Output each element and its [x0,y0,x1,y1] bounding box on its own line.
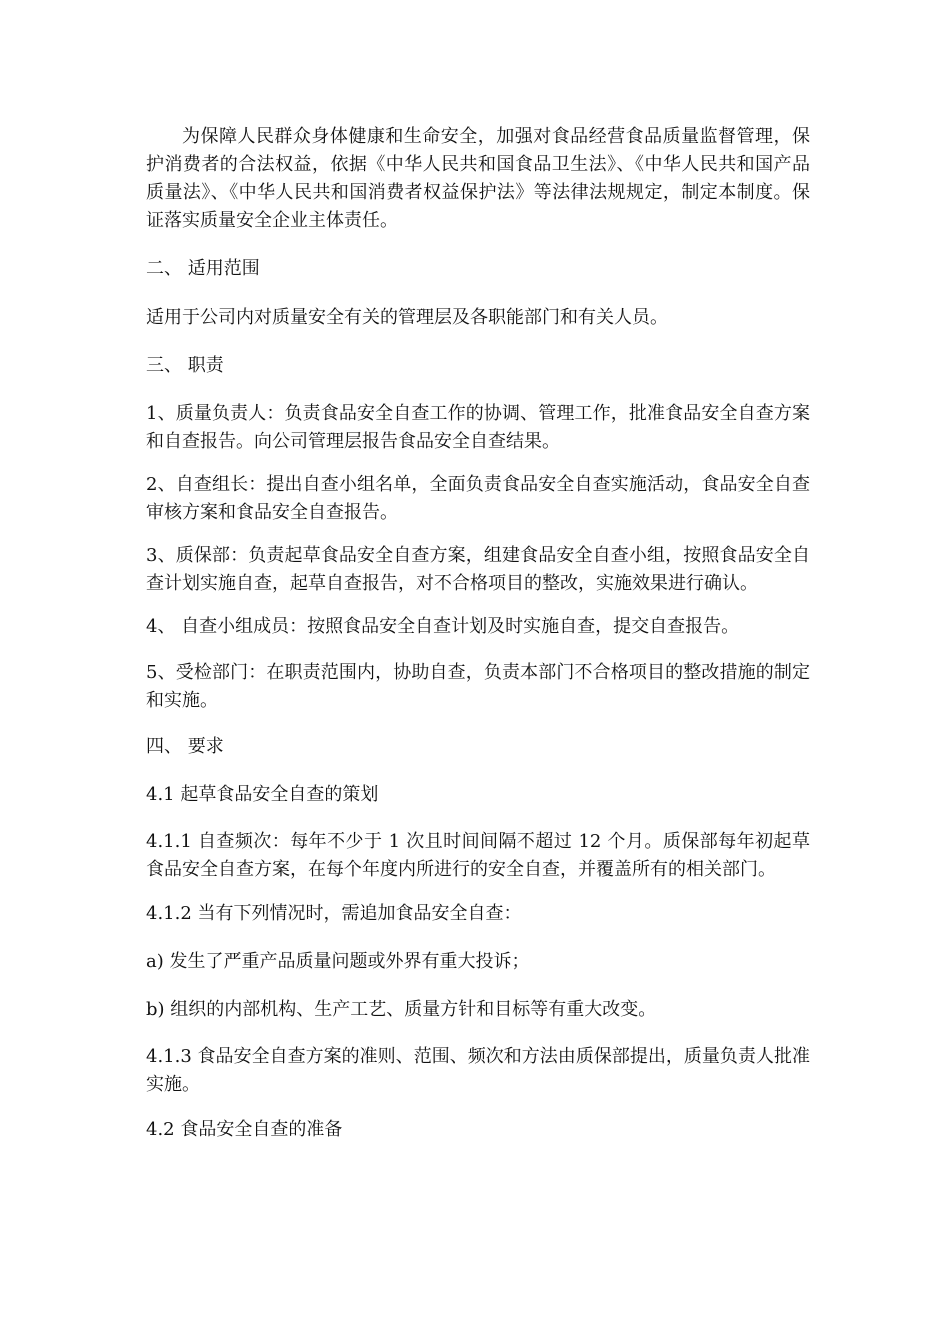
list-item-a: a) 发生了严重产品质量问题或外界有重大投诉； [146,951,530,972]
duty-item-2: 2、自查组长：提出自查小组名单，全面负责食品安全自查实施活动，食品安全自查审核方案和食品安全自查报告。 [146,474,810,523]
clause-4-1-1: 4.1.1 自查频次：每年不少于 1 次且时间间隔不超过 12 个月。质保部每年初起草食品安全自查方案，在每个年度内所进行的安全自查，并覆盖所有的相关部门。 [146,831,810,880]
list-item-b: b) 组织的内部机构、生产工艺、质量方针和目标等有重大改变。 [146,999,657,1020]
duty-item-4: 4、 自查小组成员：按照食品安全自查计划及时实施自查，提交自查报告。 [146,616,740,637]
duty-item-5: 5、受检部门：在职责范围内，协助自查，负责本部门不合格项目的整改措施的制定和实施。 [146,662,810,711]
document-body [146,123,810,1144]
subsection-4-2-title: 4.2 食品安全自查的准备 [146,1119,343,1140]
section-heading-scope: 二、 适用范围 [146,258,260,279]
section-heading-duties: 三、 职责 [146,355,224,376]
duty-item-1: 1、质量负责人：负责食品安全自查工作的协调、管理工作，批准食品安全自查方案和自查报告。向公司管理层报告食品安全自查结果。 [146,403,810,452]
clause-4-1-2: 4.1.2 当有下列情况时，需追加食品安全自查： [146,903,522,924]
clause-4-1-3: 4.1.3 食品安全自查方案的准则、范围、频次和方法由质保部提出，质量负责人批准实施。 [146,1046,810,1095]
scope-paragraph: 适用于公司内对质量安全有关的管理层及各职能部门和有关人员。 [146,307,668,328]
subsection-4-1-title: 4.1 起草食品安全自查的策划 [146,784,379,805]
intro-paragraph: 为保障人民群众身体健康和生命安全，加强对食品经营食品质量监督管理，保护消费者的合法权益，依据《中华人民共和国食品卫生法》、《中华人民共和国产品质量法》、《中华人民共和国消费者权益保护法》等法律法规规定，制定本制度。保证落实质量安全企业主体责任。 [146,126,810,231]
duty-item-3: 3、质保部：负责起草食品安全自查方案，组建食品安全自查小组，按照食品安全自查计划实施自查，起草自查报告，对不合格项目的整改，实施效果进行确认。 [146,545,810,594]
section-heading-requirements: 四、 要求 [146,736,224,757]
